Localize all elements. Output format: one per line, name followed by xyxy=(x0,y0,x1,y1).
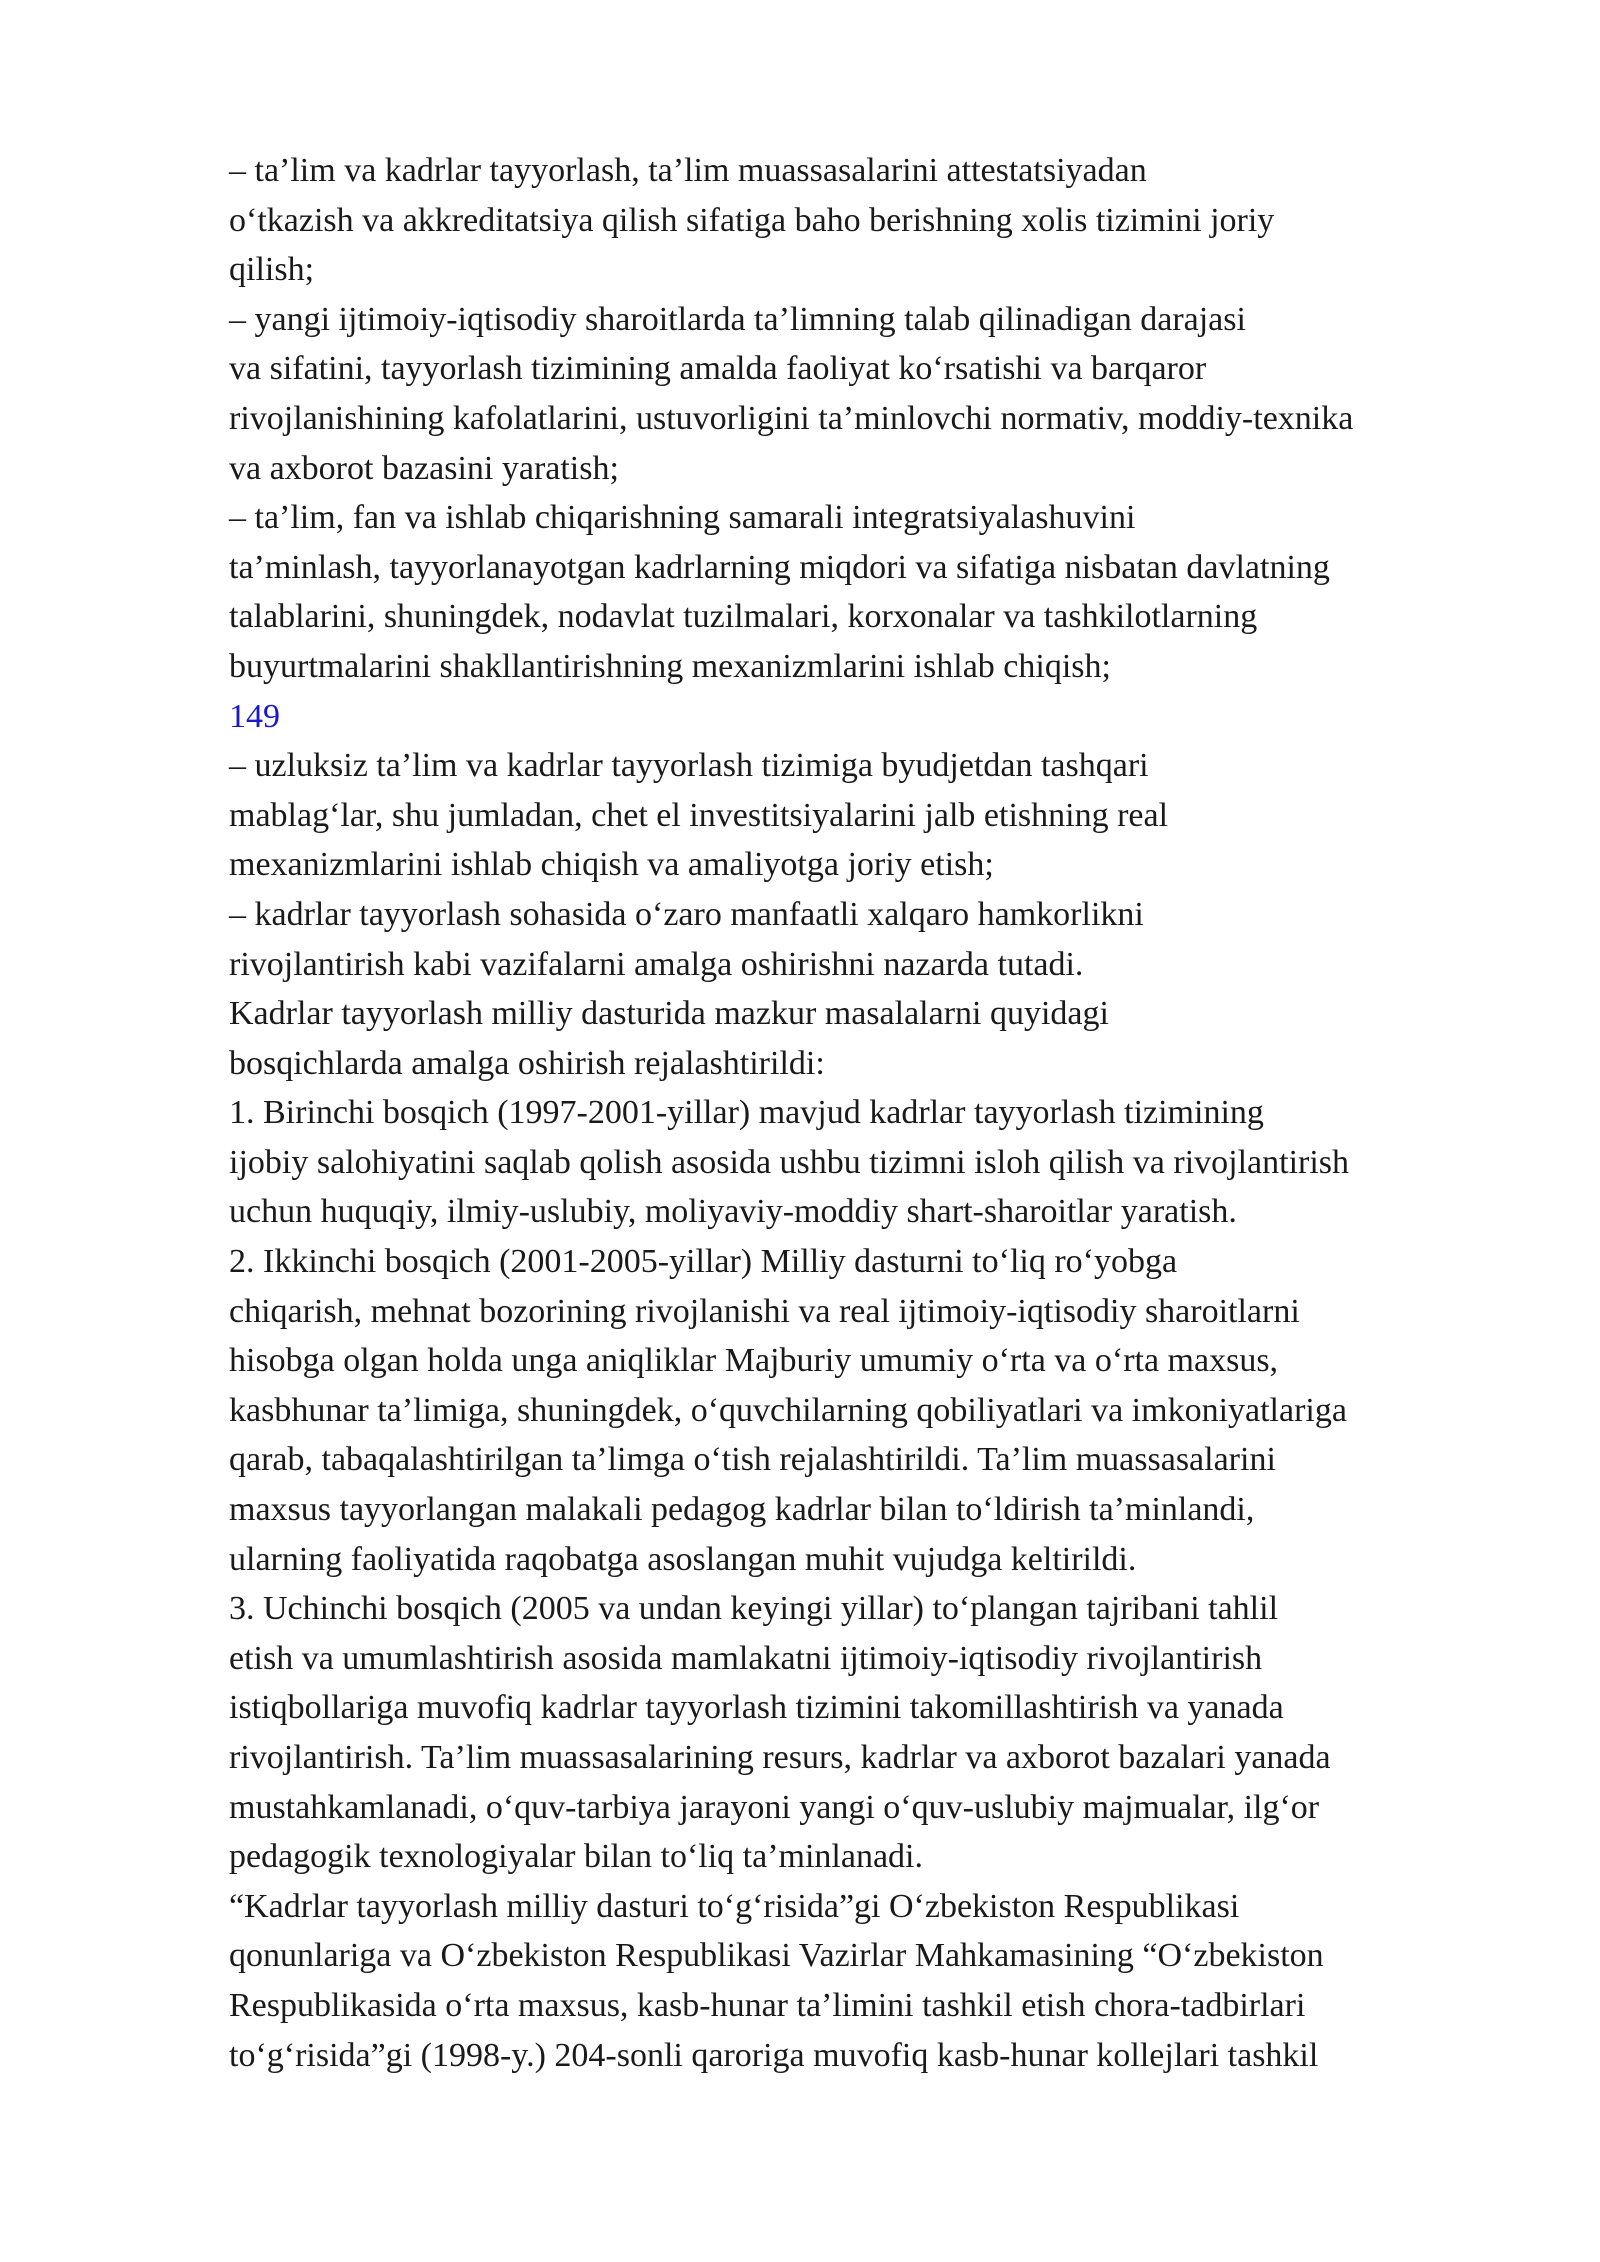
text-line: mexanizmlarini ishlab chiqish va amaliyotga joriy etish; xyxy=(229,846,994,884)
text-line: va sifatini, tayyorlash tizimining amalda faoliyat ko‘rsatishi va barqaror xyxy=(229,350,1207,388)
text-line: Respublikasida o‘rta maxsus, kasb-hunar ta’limini tashkil etish chora-tadbirlari xyxy=(229,1986,1306,2024)
text-line: mustahkamlanadi, o‘quv-tarbiya jarayoni yangi o‘quv-uslubiy majmualar, ilg‘or xyxy=(229,1788,1320,1826)
text-line: kasbhunar ta’limiga, shuningdek, o‘quvchilarning qobiliyatlari va imkoniyatlariga xyxy=(229,1391,1347,1429)
text-line: qonunlariga va O‘zbekiston Respublikasi Vazirlar Mahkamasining “O‘zbekiston xyxy=(229,1937,1324,1975)
text-line: mablag‘lar, shu jumladan, chet el investitsiyalarini jalb etishning real xyxy=(229,796,1169,834)
text-line: “Kadrlar tayyorlash milliy dasturi to‘g‘risida”gi O‘zbekiston Respublikasi xyxy=(229,1887,1240,1925)
text-line: – ta’lim, fan va ishlab chiqarishning samarali integratsiyalashuvini xyxy=(229,499,1136,537)
text-line: buyurtmalarini shakllantirishning mexanizmlarini ishlab chiqish; xyxy=(229,647,1111,685)
text-line: 1. Birinchi bosqich (1997-2001-yillar) mavjud kadrlar tayyorlash tizimining xyxy=(229,1094,1264,1132)
text-line: – ta’lim va kadrlar tayyorlash, ta’lim muassasalarini attestatsiyadan xyxy=(229,152,1147,189)
text-line: pedagogik texnologiyalar bilan to‘liq ta’minlanadi. xyxy=(229,1838,923,1876)
text-line: o‘tkazish va akkreditatsiya qilish sifatiga baho berishning xolis tizimini joriy xyxy=(229,201,1275,239)
text-line: talablarini, shuningdek, nodavlat tuzilmalari, korxonalar va tashkilotlarning xyxy=(229,598,1258,636)
text-line: 2. Ikkinchi bosqich (2001-2005-yillar) Milliy dasturni to‘liq ro‘yobga xyxy=(229,1243,1178,1281)
text-line: – uzluksiz ta’lim va kadrlar tayyorlash tizimiga byudjetdan tashqari xyxy=(229,747,1149,785)
document-page xyxy=(229,146,1529,2080)
page-number: 149 xyxy=(229,697,280,735)
text-line: bosqichlarda amalga oshirish rejalashtirildi: xyxy=(229,1044,825,1082)
text-line: ta’minlash, tayyorlanayotgan kadrlarning miqdori va sifatiga nisbatan davlatning xyxy=(229,548,1330,586)
text-line: rivojlantirish. Ta’lim muassasalarining resurs, kadrlar va axborot bazalari yanada xyxy=(229,1739,1331,1776)
text-line: – kadrlar tayyorlash sohasida o‘zaro manfaatli xalqaro hamkorlikni xyxy=(229,895,1144,933)
text-line: Kadrlar tayyorlash milliy dasturida mazkur masalalarni quyidagi xyxy=(229,995,1109,1033)
text-line: rivojlantirish kabi vazifalarni amalga oshirishni nazarda tutadi. xyxy=(229,945,1084,983)
text-line: hisobga olgan holda unga aniqliklar Majburiy umumiy o‘rta va o‘rta maxsus, xyxy=(229,1342,1279,1380)
text-line: ijobiy salohiyatini saqlab qolish asosida ushbu tizimni isloh qilish va rivojlantirish xyxy=(229,1143,1350,1181)
text-line: qarab, tabaqalashtirilgan ta’limga o‘tish rejalashtirildi. Ta’lim muassasalarini xyxy=(229,1441,1276,1479)
text-line: etish va umumlashtirish asosida mamlakatni ijtimoiy-iqtisodiy rivojlantirish xyxy=(229,1639,1263,1677)
text-line: – yangi ijtimoiy-iqtisodiy sharoitlarda ta’limning talab qilinadigan darajasi xyxy=(229,300,1246,338)
text-line: 3. Uchinchi bosqich (2005 va undan keyingi yillar) to‘plangan tajribani tahlil xyxy=(229,1590,1279,1628)
text-line: chiqarish, mehnat bozorining rivojlanishi va real ijtimoiy-iqtisodiy sharoitlarni xyxy=(229,1292,1300,1330)
text-line: qilish; xyxy=(229,251,315,289)
text-line: uchun huquqiy, ilmiy-uslubiy, moliyaviy-moddiy shart-sharoitlar yaratish. xyxy=(229,1193,1237,1231)
text-line: rivojlanishining kafolatlarini, ustuvorligini ta’minlovchi normativ, moddiy-texnika xyxy=(229,399,1354,437)
text-line: ularning faoliyatida raqobatga asoslangan muhit vujudga keltirildi. xyxy=(229,1540,1137,1578)
text-line: maxsus tayyorlangan malakali pedagog kadrlar bilan to‘ldirish ta’minlandi, xyxy=(229,1491,1255,1529)
text-line: va axborot bazasini yaratish; xyxy=(229,449,619,487)
text-line: to‘g‘risida”gi (1998-y.) 204-sonli qaroriga muvofiq kasb-hunar kollejlari tashkil xyxy=(229,2036,1319,2074)
text-line: istiqbollariga muvofiq kadrlar tayyorlash tizimini takomillashtirish va yanada xyxy=(229,1689,1284,1727)
